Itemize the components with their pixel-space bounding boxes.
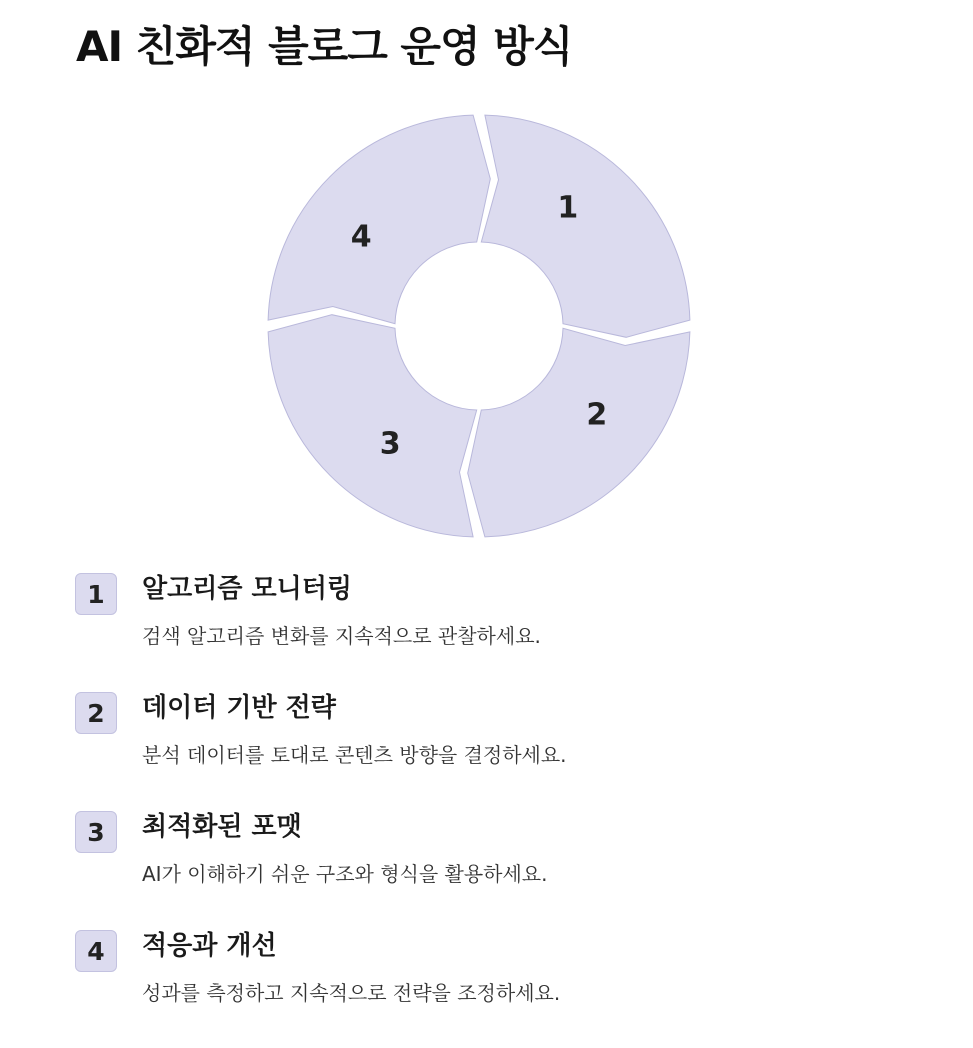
cycle-segment-1 xyxy=(481,115,690,337)
cycle-segment-3 xyxy=(268,315,477,537)
step-number-badge: 3 xyxy=(75,811,117,853)
step-item-1 xyxy=(75,572,935,691)
step-list xyxy=(75,572,935,1048)
step-title: 알고리즘 모니터링 xyxy=(142,574,352,604)
cycle-segment-number-4: 4 xyxy=(350,219,372,255)
step-title: 데이터 기반 전략 xyxy=(142,693,336,723)
step-description: 성과를 측정하고 지속적으로 전략을 조정하세요. xyxy=(142,981,561,1005)
step-title: 적응과 개선 xyxy=(142,931,277,961)
step-item-2 xyxy=(75,691,935,810)
step-description: 검색 알고리즘 변화를 지속적으로 관찰하세요. xyxy=(142,624,541,648)
cycle-segment-4 xyxy=(268,115,490,324)
step-item-3 xyxy=(75,810,935,929)
page-title: AI 친화적 블로그 운영 방식 xyxy=(76,22,573,71)
step-description: AI가 이해하기 쉬운 구조와 형식을 활용하세요. xyxy=(142,862,548,886)
step-item-4 xyxy=(75,929,935,1048)
step-description: 분석 데이터를 토대로 콘텐츠 방향을 결정하세요. xyxy=(142,743,567,767)
step-number-badge: 4 xyxy=(75,930,117,972)
cycle-segment-number-2: 2 xyxy=(586,397,608,433)
cycle-segment-number-1: 1 xyxy=(557,190,579,226)
cycle-segment-2 xyxy=(468,328,690,537)
step-number-badge: 2 xyxy=(75,692,117,734)
step-title: 최적화된 포맷 xyxy=(142,812,302,842)
step-number-badge: 1 xyxy=(75,573,117,615)
cycle-segment-number-3: 3 xyxy=(379,426,401,462)
